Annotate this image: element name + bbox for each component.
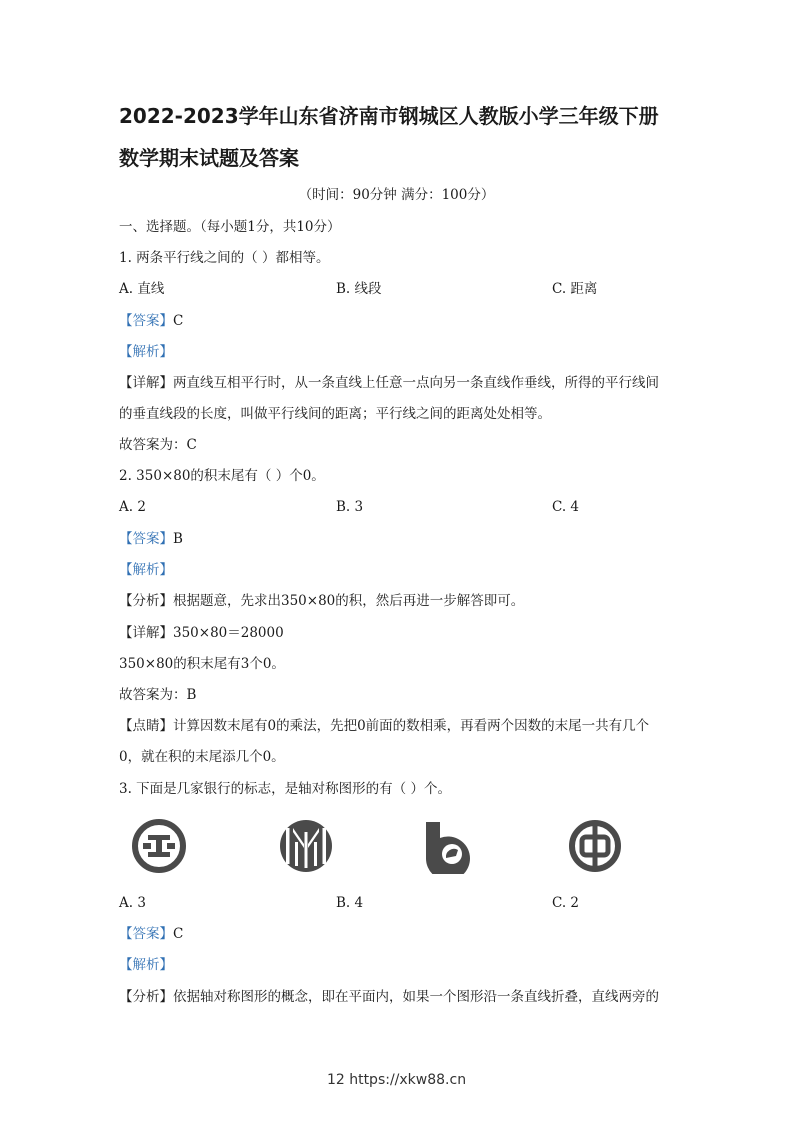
section-heading: 一、选择题。（每小题1分，共10分）: [119, 219, 341, 235]
q3-option-a: A. 3: [119, 895, 146, 911]
detail-text: 两直线互相平行时，从一条直线上任意一点向另一条直线作垂线，所得的平行线间: [173, 375, 659, 391]
answer-tag: 【答案】: [119, 531, 173, 547]
fenxi-tag: 【分析】: [119, 989, 173, 1005]
q3-stem: 3. 下面是几家银行的标志，是轴对称图形的有（ ）个。: [119, 781, 451, 797]
detail-tag: 【详解】: [119, 375, 173, 391]
q1-conclusion: 故答案为：C: [119, 437, 197, 453]
answer-value: B: [173, 531, 183, 547]
doc-title-line1: 2022-2023学年山东省济南市钢城区人教版小学三年级下册: [119, 104, 659, 128]
q2-dianjing-line2: 0，就在积的末尾添几个0。: [119, 749, 285, 765]
q1-option-a: A. 直线: [119, 281, 165, 297]
q3-fenxi: [119, 988, 659, 1006]
q3-analysis-tag: 【解析】: [119, 957, 173, 973]
q1-detail-line1: [119, 374, 659, 392]
bank-of-communications-logo: [422, 818, 478, 874]
q1-stem: 1. 两条平行线之间的（ ）都相等。: [119, 250, 330, 266]
answer-value: C: [173, 313, 184, 329]
answer-tag: 【答案】: [119, 313, 173, 329]
q2-line2: 350×80的积末尾有3个0。: [119, 656, 285, 672]
citic-logo: [278, 818, 334, 874]
page-footer: 12 https://xkw88.cn: [326, 1072, 467, 1088]
q2-stem: 2. 350×80的积末尾有（ ）个0。: [119, 468, 325, 484]
q2-option-c: C. 4: [552, 499, 580, 515]
q1-detail-line2: 的垂直线段的长度，叫做平行线间的距离；平行线之间的距离处处相等。: [119, 406, 551, 422]
q2-detail: [119, 624, 284, 642]
q1-analysis-tag: 【解析】: [119, 344, 173, 360]
q2-option-a: A. 2: [119, 499, 146, 515]
q2-dianjing-line1: [119, 717, 649, 735]
answer-tag: 【答案】: [119, 926, 173, 942]
fenxi-text: 根据题意，先求出350×80的积，然后再进一步解答即可。: [173, 593, 525, 609]
exam-meta: （时间：90分钟 满分：100分）: [298, 187, 495, 203]
detail-text: 350×80＝28000: [173, 625, 284, 641]
q1-option-b: B. 线段: [336, 281, 382, 297]
icbc-logo: [131, 818, 187, 874]
q2-conclusion: 故答案为：B: [119, 687, 197, 703]
dianjing-text: 计算因数末尾有0的乘法，先把0前面的数相乘，再看两个因数的末尾一共有几个: [173, 718, 650, 734]
fenxi-tag: 【分析】: [119, 593, 173, 609]
answer-value: C: [173, 926, 184, 942]
q1-option-c: C. 距离: [552, 281, 598, 297]
q2-analysis-tag: 【解析】: [119, 562, 173, 578]
q1-answer: [119, 312, 183, 330]
q3-answer: [119, 925, 183, 943]
q2-answer: [119, 530, 183, 548]
q3-option-c: C. 2: [552, 895, 580, 911]
fenxi-text: 依据轴对称图形的概念，即在平面内，如果一个图形沿一条直线折叠，直线两旁的: [173, 989, 659, 1005]
q3-option-b: B. 4: [336, 895, 364, 911]
dianjing-tag: 【点睛】: [119, 718, 173, 734]
q2-option-b: B. 3: [336, 499, 364, 515]
bank-of-china-logo: [567, 818, 623, 874]
q2-fenxi: [119, 592, 524, 610]
detail-tag: 【详解】: [119, 625, 173, 641]
doc-title-line2: 数学期末试题及答案: [119, 146, 299, 170]
